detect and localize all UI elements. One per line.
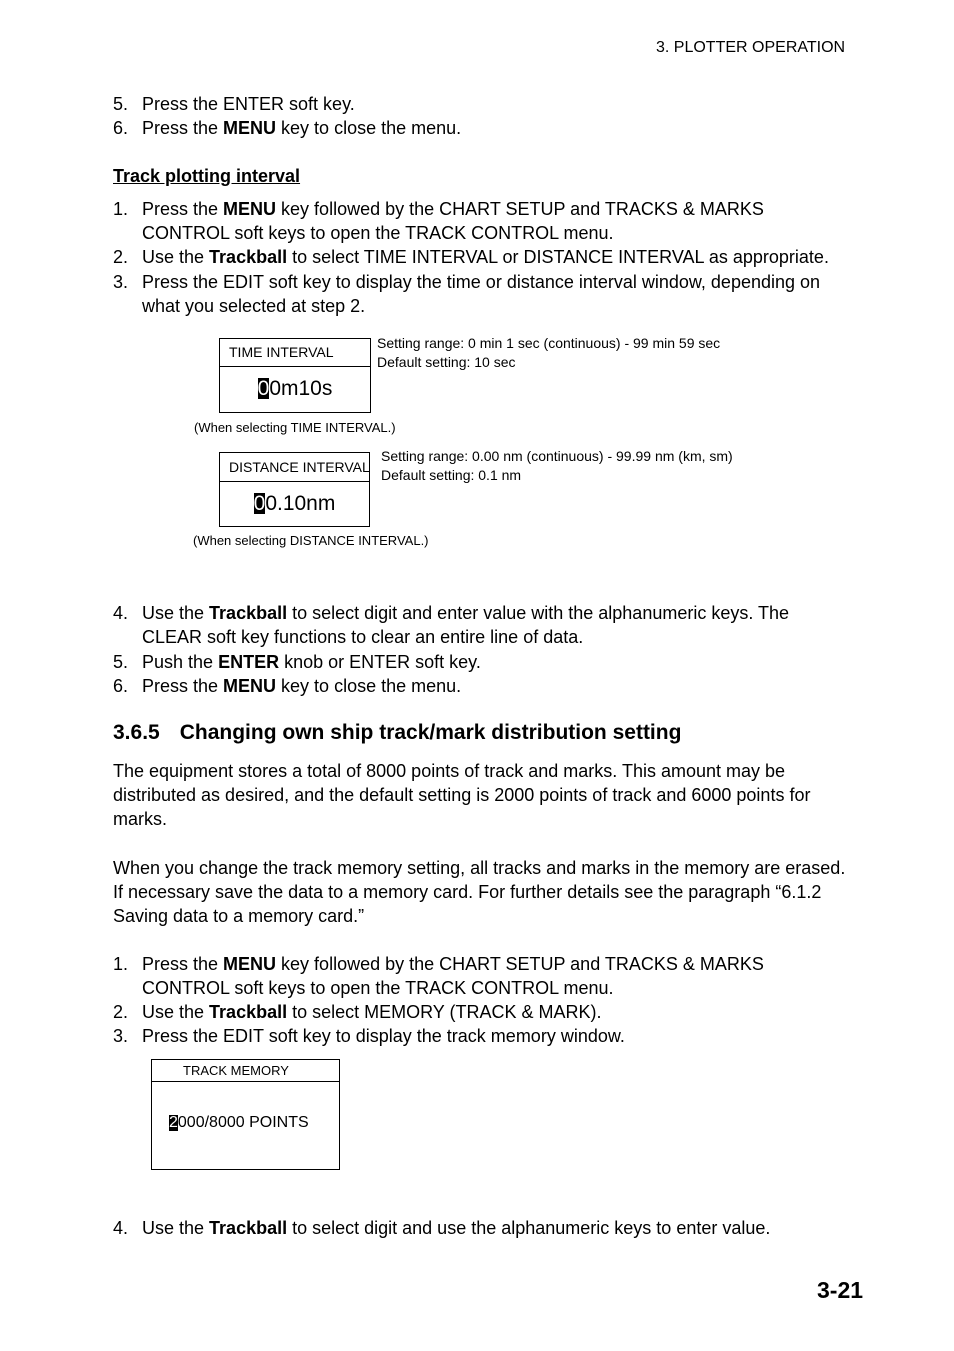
step-number: 5. [113, 652, 129, 672]
window-title: TRACK MEMORY [152, 1060, 339, 1082]
edit-cursor: 0 [253, 492, 266, 515]
paragraph-line: When you change the track memory setting, all tracks and marks in the memory are erased. [113, 858, 846, 878]
running-header: 3. PLOTTER OPERATION [656, 39, 846, 56]
step-number: 3. [113, 1026, 129, 1046]
step-text: Push the ENTER knob or ENTER soft key. [142, 652, 481, 672]
figure-caption: (When selecting TIME INTERVAL.) [194, 420, 396, 435]
paragraph-line: Saving data to a memory card.” [113, 906, 365, 926]
figure-caption: (When selecting DISTANCE INTERVAL.) [193, 533, 429, 548]
paragraph-line: If necessary save the data to a memory card. For further details see the paragraph “6.1.2 [113, 882, 822, 902]
step-text-cont: CONTROL soft keys to open the TRACK CONTROL menu. [142, 978, 614, 998]
setting-range-note: Setting range: 0 min 1 sec (continuous) - 99 min 59 sec [377, 335, 721, 351]
page-number: 3-21 [817, 1277, 864, 1303]
edit-cursor: 0 [257, 377, 270, 400]
step-number: 4. [113, 1218, 129, 1238]
step-number: 6. [113, 118, 129, 138]
step-text: Use the Trackball to select digit and enter value with the alphanumeric keys. The [142, 603, 790, 623]
section-title: Changing own ship track/mark distribution setting [179, 721, 682, 744]
section-heading [113, 721, 681, 745]
step-text: Use the Trackball to select MEMORY (TRACK & MARK). [142, 1002, 602, 1022]
step-text: Press the ENTER soft key. [142, 94, 355, 114]
default-setting-note: Default setting: 10 sec [377, 354, 516, 370]
paragraph-line: The equipment stores a total of 8000 points of track and marks. This amount may be [113, 761, 786, 781]
step-number: 2. [113, 247, 129, 267]
distance-interval-value: 00.10nm [253, 492, 336, 515]
step-text: Press the EDIT soft key to display the time or distance interval window, depending on [142, 272, 821, 292]
time-interval-value: 00m10s [257, 377, 333, 400]
step-number: 6. [113, 676, 129, 696]
step-text: Press the MENU key to close the menu. [142, 676, 462, 696]
step-text: Press the EDIT soft key to display the track memory window. [142, 1026, 625, 1046]
paragraph-line: distributed as desired, and the default setting is 2000 points of track and 6000 points for [113, 785, 811, 805]
subsection-heading: Track plotting interval [113, 166, 301, 186]
step-number: 2. [113, 1002, 129, 1022]
step-text: Press the MENU key to close the menu. [142, 118, 462, 138]
track-memory-window [151, 1059, 340, 1170]
section-number: 3.6.5 [113, 721, 160, 744]
distance-interval-window [219, 452, 370, 527]
step-number: 4. [113, 603, 129, 623]
step-text: Use the Trackball to select digit and use the alphanumeric keys to enter value. [142, 1218, 771, 1238]
default-setting-note: Default setting: 0.1 nm [381, 467, 522, 483]
step-text: Press the MENU key followed by the CHART SETUP and TRACKS & MARKS [142, 199, 764, 219]
window-title: DISTANCE INTERVAL [220, 453, 369, 482]
edit-cursor: 2 [169, 1114, 178, 1131]
paragraph-line: marks. [113, 809, 167, 829]
step-number: 3. [113, 272, 129, 292]
step-text-cont: CONTROL soft keys to open the TRACK CONTROL menu. [142, 223, 614, 243]
step-number: 1. [113, 954, 129, 974]
step-text-cont: CLEAR soft key functions to clear an entire line of data. [142, 627, 584, 647]
step-text-cont: what you selected at step 2. [142, 296, 366, 316]
step-text: Use the Trackball to select TIME INTERVAL or DISTANCE INTERVAL as appropriate. [142, 247, 829, 267]
step-text: Press the MENU key followed by the CHART SETUP and TRACKS & MARKS [142, 954, 764, 974]
window-title: TIME INTERVAL [220, 339, 370, 367]
track-memory-value: 2000/8000 POINTS [169, 1114, 309, 1131]
step-number: 1. [113, 199, 129, 219]
time-interval-window [219, 338, 371, 413]
setting-range-note: Setting range: 0.00 nm (continuous) - 99.99 nm (km, sm) [381, 448, 733, 464]
step-number: 5. [113, 94, 129, 114]
